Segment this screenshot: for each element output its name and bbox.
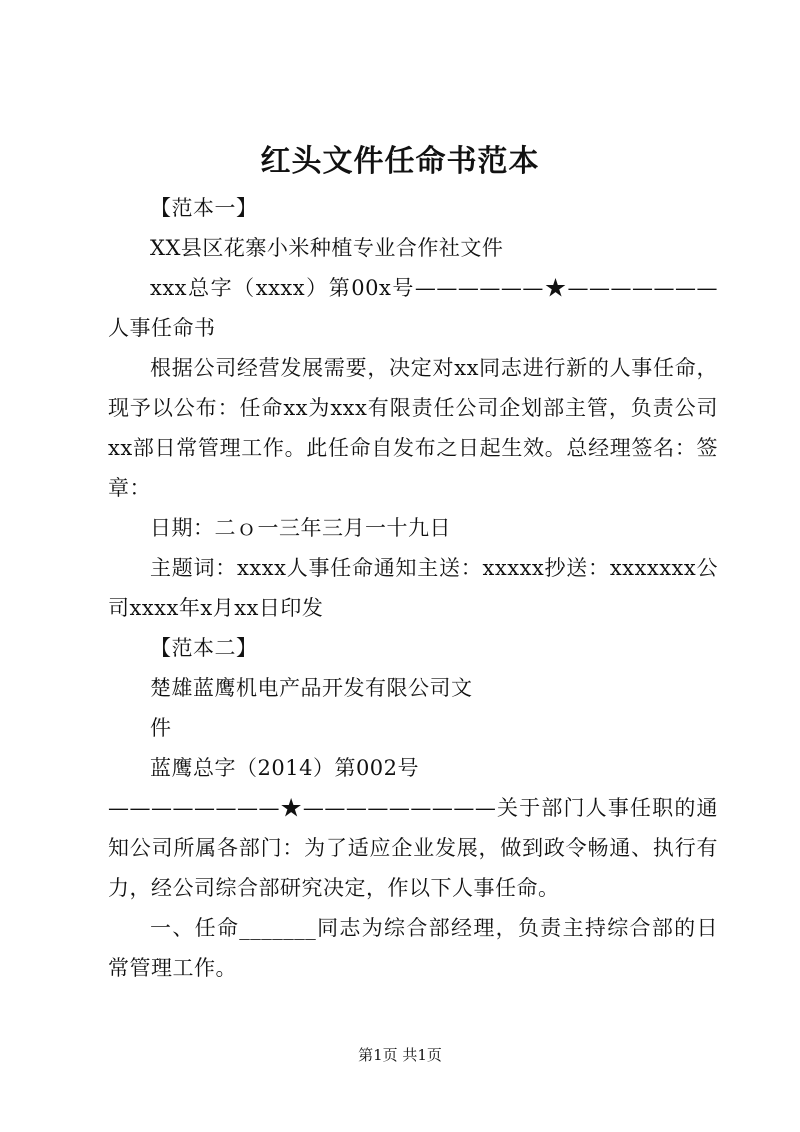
document-number-two: 蓝鹰总字（2014）第002号: [150, 756, 420, 780]
notice-paragraph: ————————★—————————关于部门人事任职的通知公司所属各部门：为了适应企业发展，做到政令畅通、执行有力，经公司综合部研究决定，作以下人事任命。: [108, 796, 718, 900]
date-line: 日期：二ｏ一三年三月一十九日: [150, 516, 451, 540]
section-heading-template-one: 【范本一】: [150, 196, 258, 220]
page-footer: 第1页 共1页: [358, 1046, 442, 1064]
document-body: [108, 188, 718, 988]
section-heading-template-two: 【范本二】: [150, 636, 258, 660]
company-name: 楚雄蓝鹰机电产品开发有限公司文: [150, 676, 473, 700]
appointment-item-one: 一、任命_______同志为综合部经理，负责主持综合部的日常管理工作。: [108, 916, 718, 980]
document-title: 红头文件任命书范本: [260, 144, 540, 179]
document-number-line: xxx总字（xxxx）第00x号——————★———————人事任命书: [108, 276, 718, 340]
appointment-paragraph: 根据公司经营发展需要，决定对xx同志进行新的人事任命，现予以公布：任命xx为xxx有限责任公司企划部主管，负责公司xx部日常管理工作。此任命自发布之日起生效。总经理签名：签章：: [108, 356, 718, 500]
issuer-name: XX县区花寨小米种植专业合作社文件: [150, 236, 504, 260]
subject-line: 主题词：xxxx人事任命通知主送：xxxxx抄送：xxxxxxx公司xxxx年x月xx日印发: [108, 556, 718, 620]
company-name-continued: 件: [150, 716, 172, 740]
